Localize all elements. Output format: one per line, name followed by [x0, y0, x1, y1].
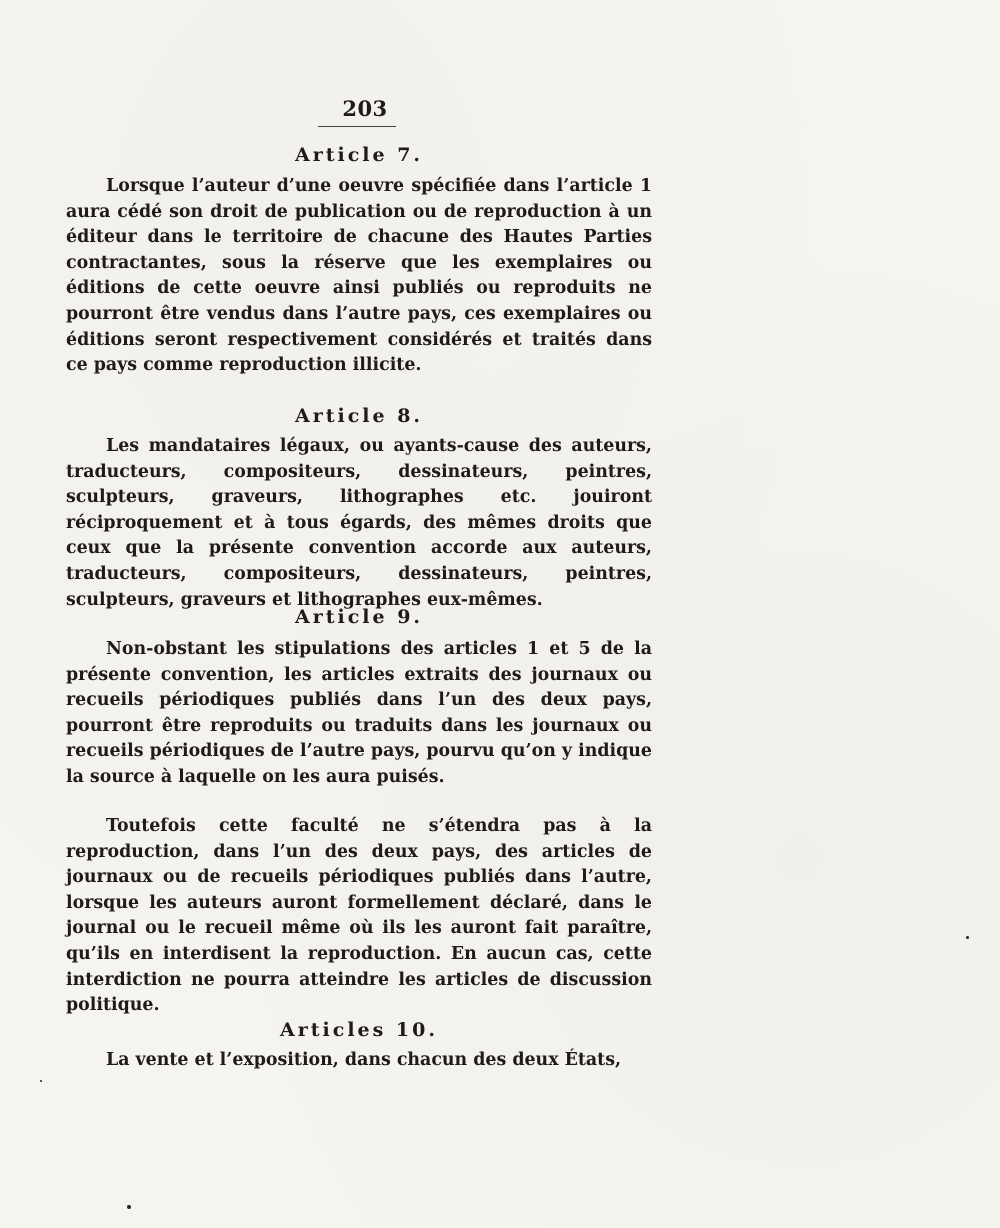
- article-9-paragraph-2: Toutefois cette faculté ne s’étendra pas à la reproduction, dans l’un des deux pays, des articles de journaux ou de recueils périodiques publiés dans l’autre, lorsque les auteurs auront formellement déclaré, dans le journal ou le recueil même où ils les auront fait paraître, qu’ils en interdisent la reproduction. En aucun cas, cette interdiction ne pourra atteindre les articles de discussion politique.: [66, 816, 652, 1016]
- article-7-paragraph: Lorsque l’auteur d’une oeuvre spécifiée dans l’article 1 aura cédé son droit de publication ou de reproduction à un éditeur dans le territoire de chacune des Hautes Parties contractantes, sous la réserve que les exemplaires ou éditions de cette oeuvre ainsi publiés ou reproduits ne pourront être vendus dans l’autre pays, ces exemplaires ou éditions seront respectivement considérés et traités dans ce pays comme reproduction illicite.: [66, 176, 652, 376]
- article-9-heading: Article 9.: [294, 606, 424, 628]
- article-9-paragraph-1: Non-obstant les stipulations des articles 1 et 5 de la présente convention, les articles extraits des journaux ou recueils périodiques publiés dans l’un des deux pays, pourront être reproduits ou traduits dans les journaux ou recueils périodiques de l’autre pays, pourvu qu’on y indique la source à laquelle on les aura puisés.: [66, 639, 652, 787]
- paper-speck: [127, 1205, 131, 1209]
- paper-speck: [966, 936, 969, 939]
- article-10-paragraph: La vente et l’exposition, dans chacun des deux États,: [106, 1050, 622, 1070]
- page-number-rule: [318, 126, 396, 127]
- paper-speck: [40, 1080, 42, 1082]
- article-7-heading: Article 7.: [294, 144, 424, 166]
- article-8-paragraph: Les mandataires légaux, ou ayants-cause des auteurs, traducteurs, compositeurs, dessinateurs, peintres, sculpteurs, graveurs, lithographes etc. jouiront réciproquement et à tous égards, des mêmes droits que ceux que la présente convention accorde aux auteurs, traducteurs, compositeurs, dessinateurs, peintres, sculpteurs, graveurs et lithographes eux-mêmes.: [66, 436, 652, 610]
- article-10-heading: Articles 10.: [280, 1019, 438, 1041]
- page-number: 203: [342, 96, 388, 121]
- article-8-heading: Article 8.: [294, 405, 424, 427]
